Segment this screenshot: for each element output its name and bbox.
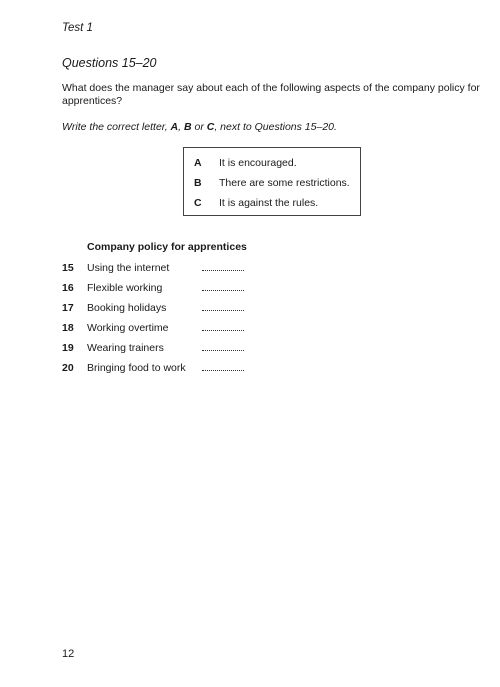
option-row-c bbox=[184, 196, 360, 210]
instruction-letter-b: B bbox=[183, 121, 192, 133]
question-number: 15 bbox=[62, 262, 74, 274]
option-text: It is against the rules. bbox=[219, 197, 319, 209]
question-item-18 bbox=[62, 321, 262, 335]
instruction-suffix: , next to Questions 15–20. bbox=[214, 121, 337, 133]
questions-heading: Questions 15–20 bbox=[62, 56, 157, 70]
answer-blank[interactable] bbox=[202, 290, 244, 291]
question-label: Using the internet bbox=[87, 262, 170, 274]
option-text: There are some restrictions. bbox=[219, 177, 350, 189]
instruction-or: or bbox=[191, 121, 207, 133]
answer-blank[interactable] bbox=[202, 310, 244, 311]
option-row-b bbox=[184, 176, 360, 190]
question-label: Booking holidays bbox=[87, 302, 167, 314]
page-number: 12 bbox=[62, 648, 75, 660]
instruction-prefix: Write the correct letter, bbox=[62, 121, 171, 133]
instruction-letter-c: C bbox=[206, 121, 215, 133]
answer-blank[interactable] bbox=[202, 350, 244, 351]
question-label: Flexible working bbox=[87, 282, 163, 294]
answer-blank[interactable] bbox=[202, 330, 244, 331]
question-item-19 bbox=[62, 341, 262, 355]
running-head: Test 1 bbox=[62, 22, 93, 34]
question-label: Bringing food to work bbox=[87, 362, 186, 374]
question-number: 20 bbox=[62, 362, 74, 374]
option-text: It is encouraged. bbox=[219, 157, 297, 169]
instruction-letter-a: A bbox=[170, 121, 179, 133]
question-number: 19 bbox=[62, 342, 74, 354]
answer-blank[interactable] bbox=[202, 270, 244, 271]
option-letter: A bbox=[194, 157, 202, 169]
option-letter: C bbox=[194, 197, 202, 209]
options-box bbox=[183, 147, 361, 216]
option-letter: B bbox=[194, 177, 202, 189]
question-number: 16 bbox=[62, 282, 74, 294]
answer-blank[interactable] bbox=[202, 370, 244, 371]
question-item-17 bbox=[62, 301, 262, 315]
instruction bbox=[62, 121, 337, 133]
question-item-20 bbox=[62, 361, 262, 375]
question-label: Working overtime bbox=[87, 322, 169, 334]
question-number: 17 bbox=[62, 302, 74, 314]
option-row-a bbox=[184, 156, 360, 170]
question-label: Wearing trainers bbox=[87, 342, 164, 354]
instruction-sep: , bbox=[178, 121, 184, 133]
question-number: 18 bbox=[62, 322, 74, 334]
question-item-16 bbox=[62, 281, 262, 295]
policy-title: Company policy for apprentices bbox=[87, 241, 247, 253]
question-text: What does the manager say about each of the following aspects of the company policy for apprentices? bbox=[62, 82, 480, 107]
question-item-15 bbox=[62, 261, 262, 275]
